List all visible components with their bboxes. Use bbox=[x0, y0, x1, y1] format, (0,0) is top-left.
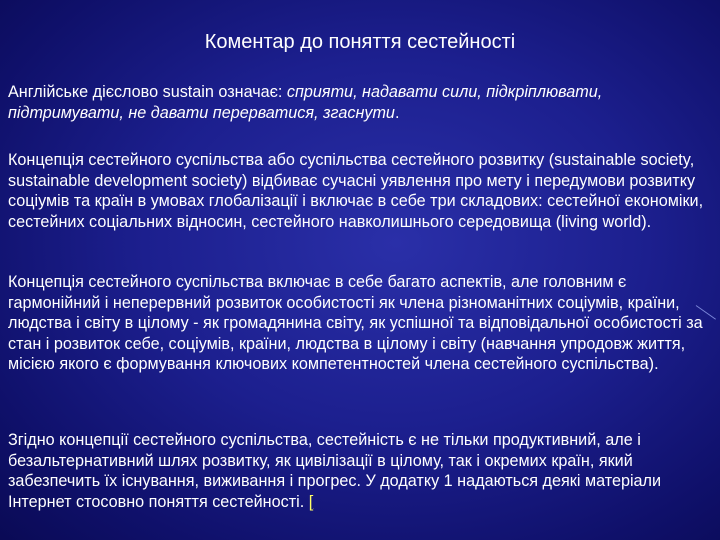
appendix-link[interactable]: [ bbox=[308, 492, 314, 511]
paragraph-conclusion bbox=[8, 430, 714, 512]
conclusion-text: Згідно концепції сестейного суспільства, сестейність є не тільки продуктивний, але і безальтернативний шлях розвитку, як цивілізації в цілому, так і окремих країн, який забезпечить їх існування, виживання і прогрес. У додатку 1 надаються деякі матеріали Інтернет стосовно поняття сестейності. bbox=[8, 431, 662, 511]
definition-lead: Англійське дієслово sustain означає: bbox=[8, 83, 287, 101]
paragraph-definition bbox=[8, 82, 714, 123]
paragraph-aspects: Концепція сестейного суспільства включає в себе багато аспектів, але головним є гармонійний і неперервний розвиток особистості як члена різноманітних соціумів, країни, людства і світу в цілому - як громадянина світу, як успішної та відповідальної особистості за стан і розвиток себе, соціумів, країни, людства в цілому і світу (навчання упродовж життя, місією якого є формування ключових компетентностей члена сестейного суспільства). bbox=[8, 273, 703, 373]
slide-title: Коментар до поняття сестейності bbox=[204, 31, 516, 53]
definition-tail: . bbox=[394, 103, 400, 122]
paragraph-concept: Концепція сестейного суспільства або суспільства сестейного розвитку (sustainable society, sustainable development society) відбиває сучасні уявлення про мету і передумови розвитку соціумів та країн в умовах глобалізації і включає в себе три складових: сестейної економіки, сестейних соціальних відносин, сестейного навколишнього середовища (living world). bbox=[8, 151, 704, 231]
definition-meanings: сприяти, надавати сили, підкріплювати, підтримувати, не давати перерватися, згаснути bbox=[8, 83, 603, 122]
